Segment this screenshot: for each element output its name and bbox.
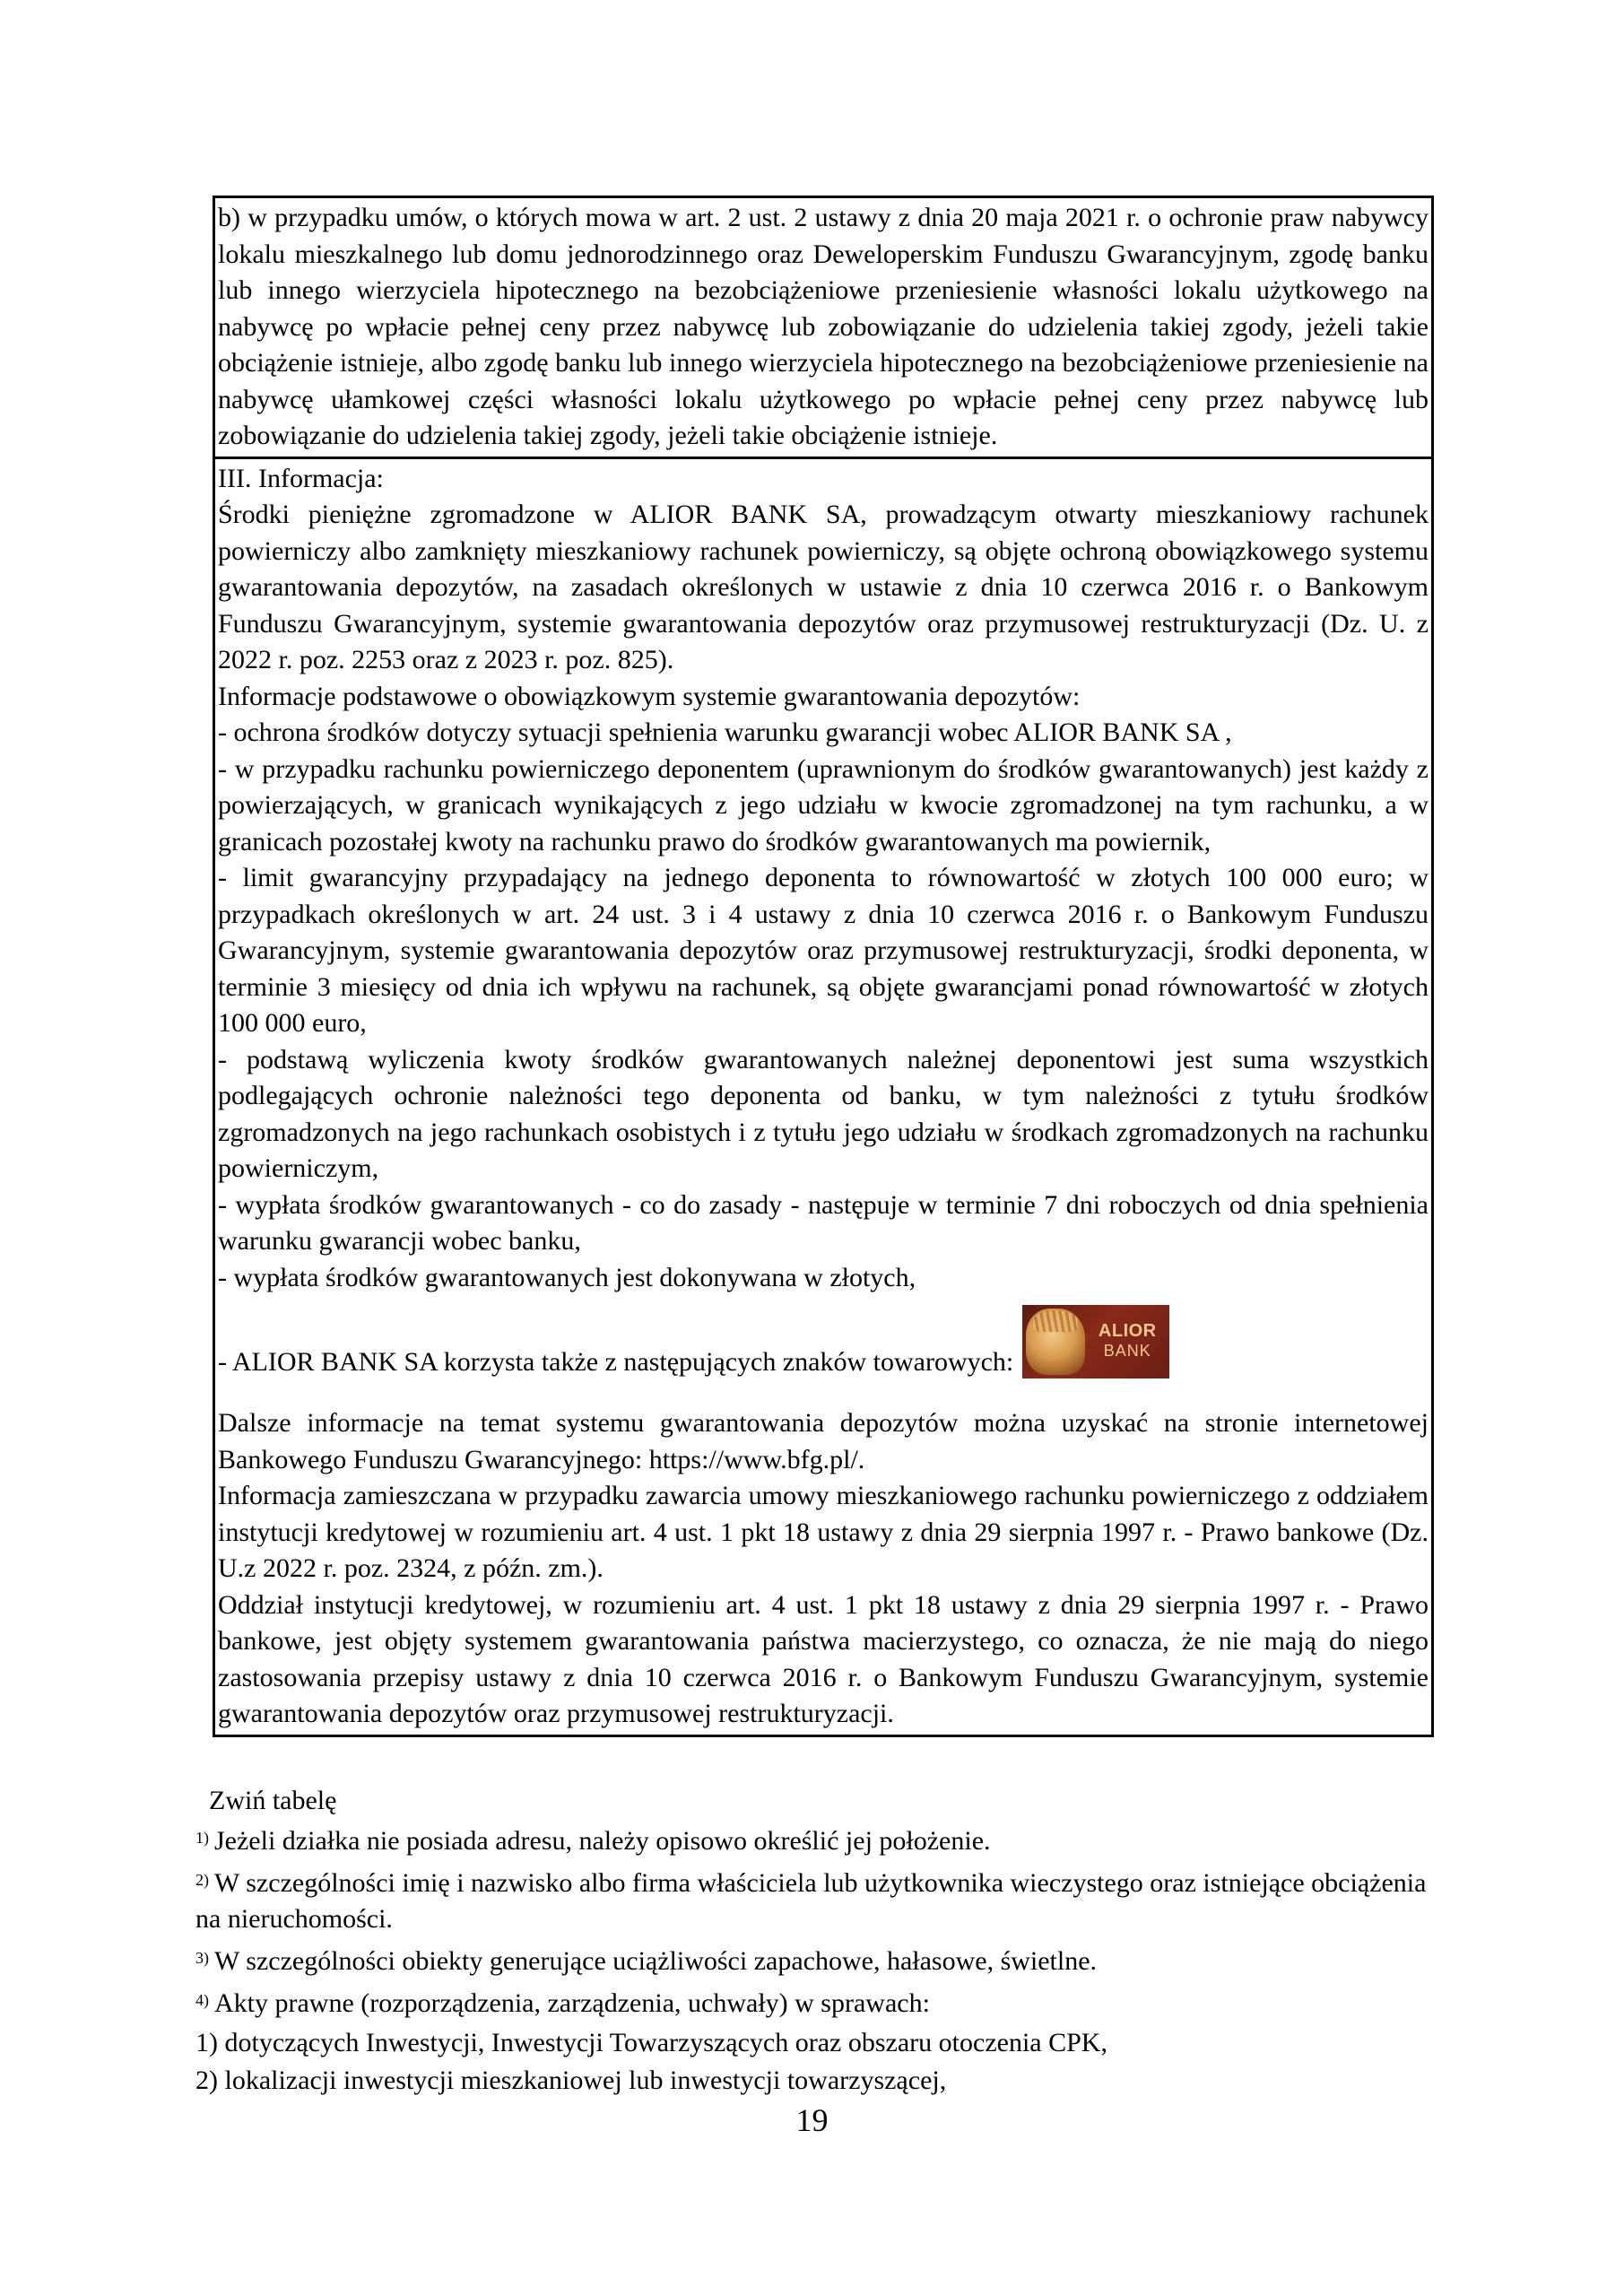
page-number: 19 — [795, 2102, 829, 2138]
logo-word-alior: ALIOR — [1098, 1321, 1157, 1341]
collapse-table-link[interactable]: Zwiń tabelę — [209, 1786, 337, 1815]
footnote-mark: 1) — [195, 1829, 209, 1847]
footnote-mark: 4) — [195, 1991, 209, 2009]
bullet-item: - ochrona środków dotyczy sytuacji spełnienia warunku gwarancji wobec ALIOR BANK SA , — [218, 718, 1232, 747]
footnote-text: Jeżeli działka nie posiada adresu, należy opisowo określić jej położenie. — [214, 1826, 991, 1856]
bullet-item: - podstawą wyliczenia kwoty środków gwarantowanych należnej deponentowi jest suma wszystkich podlegających ochronie należności tego deponenta od banku, w tym należności z tytułu środków zgromadzonych na jego rachunkach osobistych i z tytułu jego udziału w środkach zgromadzonych na rachunku powierniczym, — [218, 1044, 1429, 1183]
trademark-line — [218, 1305, 1429, 1380]
list-item: 2) lokalizacji inwestycji mieszkaniowej lub inwestycji towarzyszącej, — [195, 2066, 947, 2095]
section-b — [215, 198, 1431, 457]
alior-bank-logo — [1022, 1305, 1169, 1378]
trademark-text: - ALIOR BANK SA korzysta także z następujących znaków towarowych: — [218, 1347, 1014, 1377]
section-iii-intro: Środki pieniężne zgromadzone w ALIOR BANK SA, prowadzącym otwarty mieszkaniowy rachunek powierniczy albo zamknięty mieszkaniowy rachunek powierniczy, są objęte ochroną obowiązkowego systemu gwarantowania depozytów, na zasadach określonych w ustawie z dnia 10 czerwca 2016 r. o Bankowym Funduszu Gwarancyjnym, systemie gwarantowania depozytów oraz przymusowej restrukturyzacji (Dz. U. z 2022 r. poz. 2253 oraz z 2023 r. poz. 825). — [218, 500, 1429, 674]
further-info: Dalsze informacje na temat systemu gwarantowania depozytów można uzyskać na stronie internetowej Bankowego Funduszu Gwarancyjnego: https://www.bfg.pl/. — [218, 1408, 1429, 1474]
bullet-item: - limit gwarancyjny przypadający na jednego deponenta to równowartość w złotych 100 000 euro; w przypadkach określonych w art. 24 ust. 3 i 4 ustawy z dnia 10 czerwca 2016 r. o Bankowym Funduszu Gwarancyjnym, systemie gwarantowania depozytów oraz przymusowej restrukturyzacji, środki deponenta, w terminie 3 miesięcy od dnia ich wpływu na rachunek, są objęte gwarancjami ponad równowartość w złotych 100 000 euro, — [218, 863, 1429, 1038]
branch-info-heading: Informacja zamieszczana w przypadku zawarcia umowy mieszkaniowego rachunku powierniczego z oddziałem instytucji kredytowej w rozumieniu art. 4 ust. 1 pkt 18 ustawy z dnia 29 sierpnia 1997 r. - Prawo bankowe (Dz. U.z 2022 r. poz. 2324, z późn. zm.). — [218, 1481, 1429, 1583]
bullet-item: - wypłata środków gwarantowanych - co do zasady - następuje w terminie 7 dni roboczych od dnia spełnienia warunku gwarancji wobec banku, — [218, 1189, 1429, 1256]
footnote-text: W szczególności imię i nazwisko albo firma właściciela lub użytkownika wieczystego oraz istniejące obciążenia na nieruchomości. — [195, 1868, 1427, 1934]
section-iii-heading: III. Informacja: — [218, 463, 384, 493]
branch-info: Oddział instytucji kredytowej, w rozumieniu art. 4 ust. 1 pkt 18 ustawy z dnia 29 sierpnia 1997 r. - Prawo bankowe, jest objęty systemem gwarantowania państwa macierzystego, co oznacza, że nie mają do niego zastosowania przepisy ustawy z dnia 10 czerwca 2016 r. o Bankowym Funduszu Gwarancyjnym, systemie gwarantowania depozytów oraz przymusowej restrukturyzacji. — [218, 1589, 1429, 1728]
bullet-item: - w przypadku rachunku powierniczego deponentem (uprawnionym do środków gwarantowanych) jest każdy z powierzających, w granicach wynikających z jego udziału w kwocie zgromadzonej na tym rachunku, a w granicach pozostałej kwoty na rachunku prawo do środków gwarantowanych ma powiernik, — [218, 753, 1429, 857]
footnote — [195, 1986, 1433, 2022]
section-iii — [215, 457, 1431, 1735]
footnote — [195, 1866, 1433, 1937]
section-b-text: b) w przypadku umów, o których mowa w art. 2 ust. 2 ustawy z dnia 20 maja 2021 r. o ochronie praw nabywcy lokalu mieszkalnego lub domu jednorodzinnego oraz Deweloperskim Funduszu Gwarancyjnym, zgodę banku lub innego wierzyciela hipotecznego na bezobciążeniowe przeniesienie własności lokalu użytkowego na nabywcę po wpłacie pełnej ceny przez nabywcę lub zobowiązanie do udzielenia takiej zgody, jeżeli takie obciążenie istnieje, albo zgodę banku lub innego wierzyciela hipotecznego na bezobciążeniowe przeniesienie na nabywcę ułamkowej części własności lokalu użytkowego po wpłacie pełnej ceny przez nabywcę lub zobowiązanie do udzielenia takiej zgody, jeżeli takie obciążenie istnieje. — [218, 203, 1429, 450]
bullet-item: - wypłata środków gwarantowanych jest dokonywana w złotych, — [218, 1262, 916, 1292]
footnote — [195, 1944, 1433, 1979]
logo-word-bank: BANK — [1103, 1342, 1151, 1360]
list-item: 1) dotyczących Inwestycji, Inwestycji Towarzyszących oraz obszaru otoczenia CPK, — [195, 2028, 1107, 2057]
basics-heading: Informacje podstawowe o obowiązkowym systemie gwarantowania depozytów: — [218, 681, 1081, 711]
footnote-text: W szczególności obiekty generujące uciążliwości zapachowe, hałasowe, świetlne. — [214, 1946, 1098, 1976]
footnote-mark: 3) — [195, 1949, 209, 1967]
logo-wordmark — [1092, 1321, 1162, 1361]
footnote-text: Akty prawne (rozporządzenia, zarządzenia, uchwały) w sprawach: — [214, 1988, 930, 2018]
footnote — [195, 1823, 1433, 1859]
footnote-mark: 2) — [195, 1871, 209, 1889]
logo-face-icon — [1026, 1309, 1085, 1375]
info-table — [213, 196, 1434, 1737]
